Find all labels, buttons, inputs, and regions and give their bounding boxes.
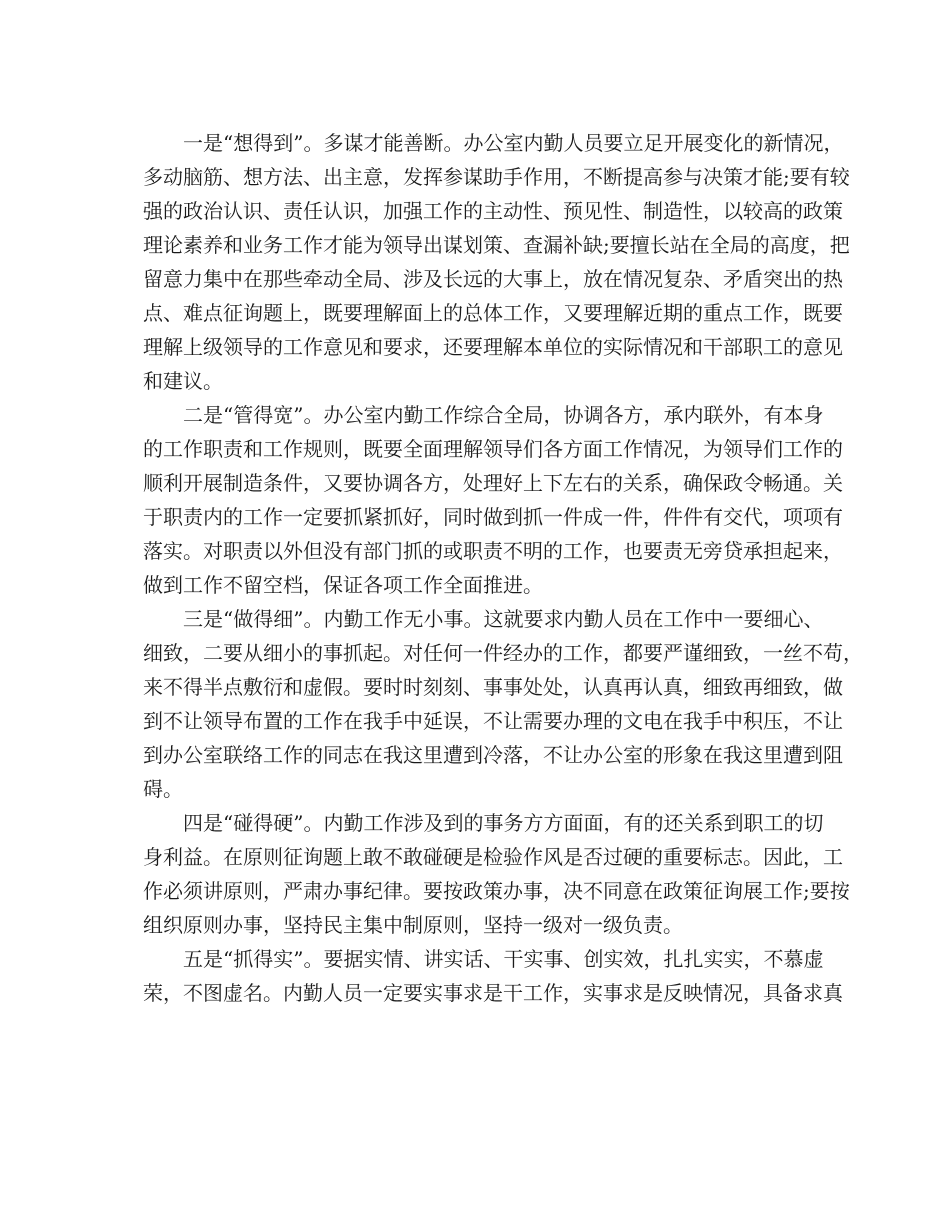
paragraph-line: 理解上级领导的工作意见和要求，还要理解本单位的实际情况和干部职工的意见 [143,335,843,359]
paragraph-line: 到办公室联络工作的同志在我这里遭到冷落，不让办公室的形象在我这里遭到阻 [143,743,843,767]
paragraph-line: 组织原则办事，坚持民主集中制原则，坚持一级对一级负责。 [143,913,683,937]
paragraph-line: 点、难点征询题上，既要理解面上的总体工作，又要理解近期的重点工作，既要 [143,301,843,325]
paragraph-line: 于职责内的工作一定要抓紧抓好，同时做到抓一件成一件，件件有交代，项项有 [143,505,843,529]
paragraph-line: 多动脑筋、想方法、出主意，发挥参谋助手作用，不断提高参与决策才能;要有较 [143,165,850,189]
paragraph-line: 到不让领导布置的工作在我手中延误，不让需要办理的文电在我手中积压，不让 [143,709,843,733]
paragraph-line: 和建议。 [143,369,223,393]
paragraph-line: 碍。 [143,777,183,801]
paragraph-line: 身利益。在原则征询题上敢不敢碰硬是检验作风是否过硬的重要标志。因此，工 [143,845,843,869]
paragraph-line: 留意力集中在那些牵动全局、涉及长远的大事上，放在情况复杂、矛盾突出的热 [143,267,843,291]
paragraph-line: 来不得半点敷衍和虚假。要时时刻刻、事事处处，认真再认真，细致再细致，做 [143,675,843,699]
paragraph-line: 四是“碰得硬”。内勤工作涉及到的事务方方面面，有的还关系到职工的切 [183,811,824,835]
paragraph-line: 顺利开展制造条件，又要协调各方，处理好上下左右的关系，确保政令畅通。关 [143,471,843,495]
paragraph-line: 强的政治认识、责任认识，加强工作的主动性、预见性、制造性，以较高的政策 [143,199,843,223]
paragraph-line: 理论素养和业务工作才能为领导出谋划策、查漏补缺;要擅长站在全局的高度，把 [143,233,850,257]
paragraph-line: 落实。对职责以外但没有部门抓的或职责不明的工作，也要责无旁贷承担起来， [143,539,843,563]
paragraph-line: 做到工作不留空档，保证各项工作全面推进。 [143,573,543,597]
paragraph-line: 一是“想得到”。多谋才能善断。办公室内勤人员要立足开展变化的新情况， [183,131,844,155]
paragraph-line: 五是“抓得实”。要据实情、讲实话、干实事、创实效，扎扎实实，不慕虚 [183,947,824,971]
paragraph-line: 的工作职责和工作规则，既要全面理解领导们各方面工作情况，为领导们工作的 [143,437,843,461]
paragraph-line: 三是“做得细”。内勤工作无小事。这就要求内勤人员在工作中一要细心、 [183,607,824,631]
paragraph-line: 荣，不图虚名。内勤人员一定要实事求是干工作，实事求是反映情况，具备求真 [143,981,843,1005]
paragraph-line: 细致，二要从细小的事抓起。对任何一件经办的工作，都要严谨细致，一丝不苟， [143,641,863,665]
paragraph-line: 作必须讲原则，严肃办事纪律。要按政策办事，决不同意在政策征询展工作;要按 [143,879,850,903]
paragraph-line: 二是“管得宽”。办公室内勤工作综合全局，协调各方，承内联外，有本身 [183,403,824,427]
